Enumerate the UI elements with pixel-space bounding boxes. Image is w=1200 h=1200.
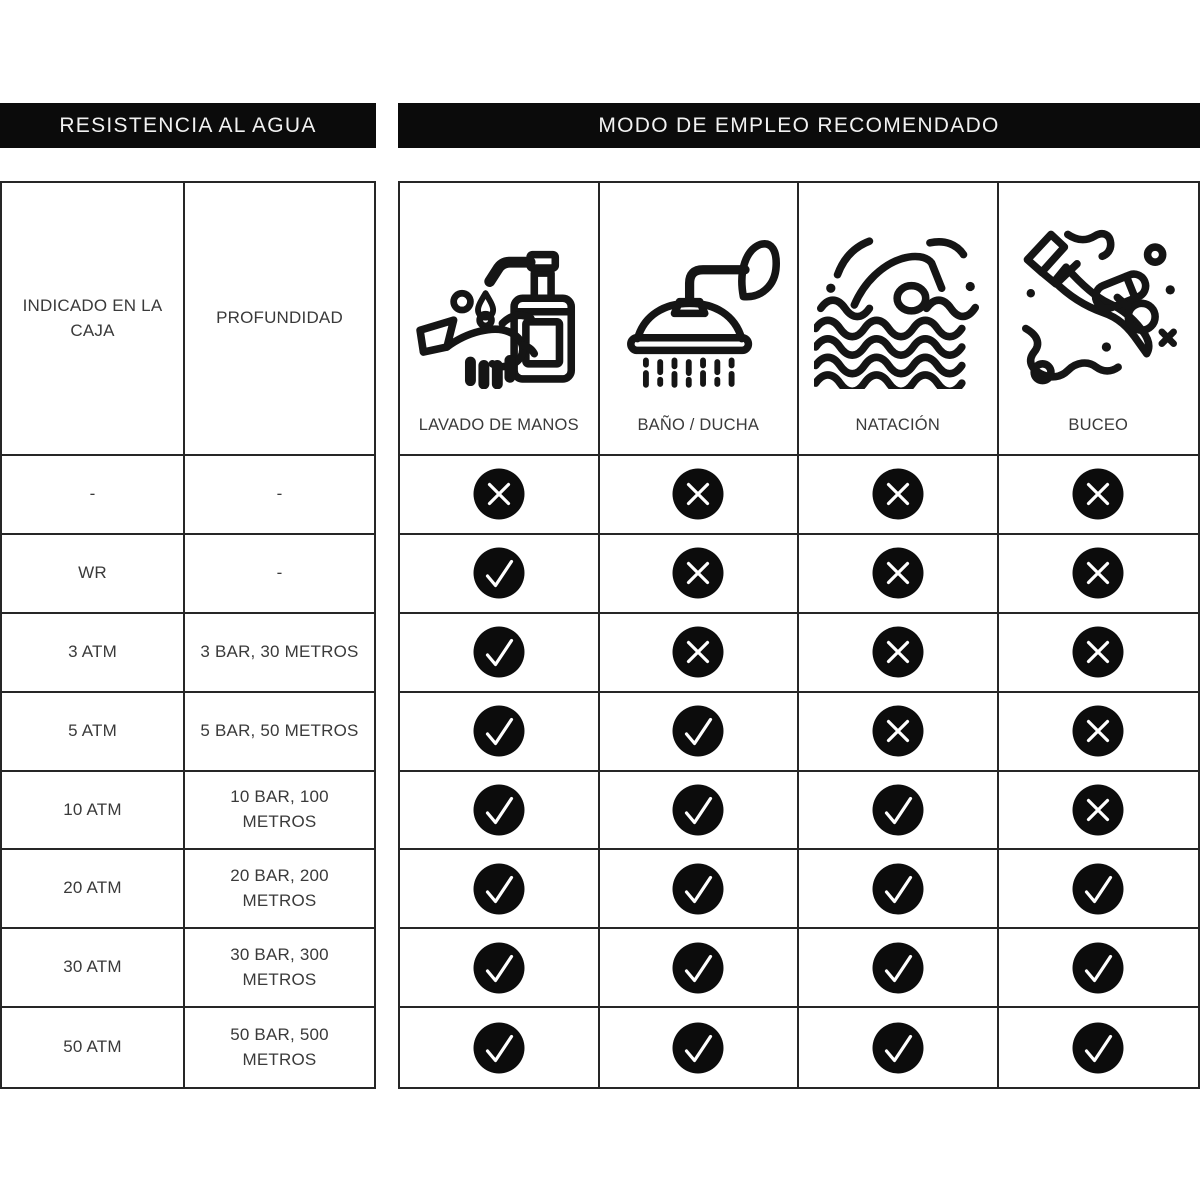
usage-column-header: [999, 183, 1199, 456]
usage-column-header: [799, 183, 999, 456]
usage-mark-cell: [999, 456, 1199, 535]
recommended-use-title-bar: [398, 103, 1200, 148]
swimmer-icon: [803, 195, 993, 414]
check-mark-icon: [473, 1022, 525, 1074]
usage-mark-cell: [799, 850, 999, 929]
check-mark-icon: [473, 863, 525, 915]
usage-mark-cell: [799, 456, 999, 535]
usage-mark-cell: [799, 535, 999, 614]
check-mark-icon: [872, 863, 924, 915]
check-mark-icon: [1072, 942, 1124, 994]
check-mark-icon: [473, 942, 525, 994]
usage-column-label: NATACIÓN: [855, 416, 940, 435]
caja-cell: 30 ATM: [2, 929, 185, 1008]
water-resistance-title-bar: [0, 103, 376, 148]
usage-column-header: [600, 183, 800, 456]
check-mark-icon: [872, 1022, 924, 1074]
usage-mark-cell: [400, 772, 600, 851]
left-table-header-cell: PROFUNDIDAD: [185, 183, 374, 456]
cross-mark-icon: [672, 468, 724, 520]
cross-mark-icon: [473, 468, 525, 520]
recommended-use-table: [398, 181, 1200, 1089]
usage-mark-cell: [400, 693, 600, 772]
cross-mark-icon: [1072, 705, 1124, 757]
check-mark-icon: [473, 626, 525, 678]
usage-mark-cell: [600, 693, 800, 772]
profundidad-cell: 5 BAR, 50 METROS: [185, 693, 374, 772]
usage-column-header: [400, 183, 600, 456]
usage-mark-cell: [799, 1008, 999, 1087]
recommended-use-title: MODO DE EMPLEO RECOMENDADO: [598, 113, 1000, 137]
usage-mark-cell: [999, 929, 1199, 1008]
check-mark-icon: [672, 784, 724, 836]
profundidad-cell: 3 BAR, 30 METROS: [185, 614, 374, 693]
cross-mark-icon: [1072, 784, 1124, 836]
usage-mark-cell: [999, 535, 1199, 614]
water-resistance-table: [0, 181, 376, 1089]
check-mark-icon: [473, 547, 525, 599]
check-mark-icon: [872, 942, 924, 994]
usage-mark-cell: [799, 693, 999, 772]
cross-mark-icon: [872, 468, 924, 520]
left-table-header-cell: INDICADO EN LA CAJA: [2, 183, 185, 456]
profundidad-cell: 10 BAR, 100 METROS: [185, 772, 374, 851]
usage-mark-cell: [400, 535, 600, 614]
caja-cell: 50 ATM: [2, 1008, 185, 1087]
water-resistance-title: RESISTENCIA AL AGUA: [59, 113, 317, 137]
cross-mark-icon: [1072, 547, 1124, 599]
usage-mark-cell: [400, 850, 600, 929]
usage-mark-cell: [600, 456, 800, 535]
check-mark-icon: [1072, 1022, 1124, 1074]
profundidad-cell: 20 BAR, 200 METROS: [185, 850, 374, 929]
usage-mark-cell: [799, 614, 999, 693]
cross-mark-icon: [872, 705, 924, 757]
cross-mark-icon: [872, 547, 924, 599]
caja-cell: 5 ATM: [2, 693, 185, 772]
usage-mark-cell: [600, 535, 800, 614]
profundidad-cell: -: [185, 456, 374, 535]
caja-cell: 3 ATM: [2, 614, 185, 693]
usage-mark-cell: [999, 772, 1199, 851]
check-mark-icon: [473, 784, 525, 836]
caja-cell: 20 ATM: [2, 850, 185, 929]
usage-column-label: BUCEO: [1068, 416, 1129, 435]
usage-column-label: BAÑO / DUCHA: [637, 416, 760, 435]
profundidad-cell: -: [185, 535, 374, 614]
usage-mark-cell: [600, 772, 800, 851]
profundidad-cell: 50 BAR, 500 METROS: [230, 1024, 329, 1069]
usage-mark-cell: [999, 1008, 1199, 1087]
caja-cell: 10 ATM: [2, 772, 185, 851]
usage-mark-cell: [999, 693, 1199, 772]
caja-cell: -: [2, 456, 185, 535]
shower-icon: [604, 195, 794, 414]
usage-mark-cell: [400, 614, 600, 693]
hand-wash-icon: [404, 195, 594, 414]
usage-mark-cell: [600, 1008, 800, 1087]
check-mark-icon: [672, 1022, 724, 1074]
usage-mark-cell: [799, 929, 999, 1008]
usage-mark-cell: [799, 772, 999, 851]
usage-mark-cell: [400, 456, 600, 535]
cross-mark-icon: [872, 626, 924, 678]
check-mark-icon: [672, 705, 724, 757]
usage-mark-cell: [400, 929, 600, 1008]
caja-cell: WR: [2, 535, 185, 614]
usage-mark-cell: [600, 850, 800, 929]
usage-mark-cell: [400, 1008, 600, 1087]
usage-mark-cell: [999, 850, 1199, 929]
check-mark-icon: [672, 863, 724, 915]
check-mark-icon: [1072, 863, 1124, 915]
usage-mark-cell: [600, 614, 800, 693]
cross-mark-icon: [1072, 468, 1124, 520]
usage-mark-cell: [600, 929, 800, 1008]
usage-mark-cell: [999, 614, 1199, 693]
check-mark-icon: [473, 705, 525, 757]
cross-mark-icon: [1072, 626, 1124, 678]
diver-icon: [1003, 195, 1195, 414]
profundidad-cell: 30 BAR, 300 METROS: [185, 929, 374, 1008]
cross-mark-icon: [672, 547, 724, 599]
check-mark-icon: [872, 784, 924, 836]
cross-mark-icon: [672, 626, 724, 678]
usage-column-label: LAVADO DE MANOS: [418, 416, 579, 435]
check-mark-icon: [672, 942, 724, 994]
